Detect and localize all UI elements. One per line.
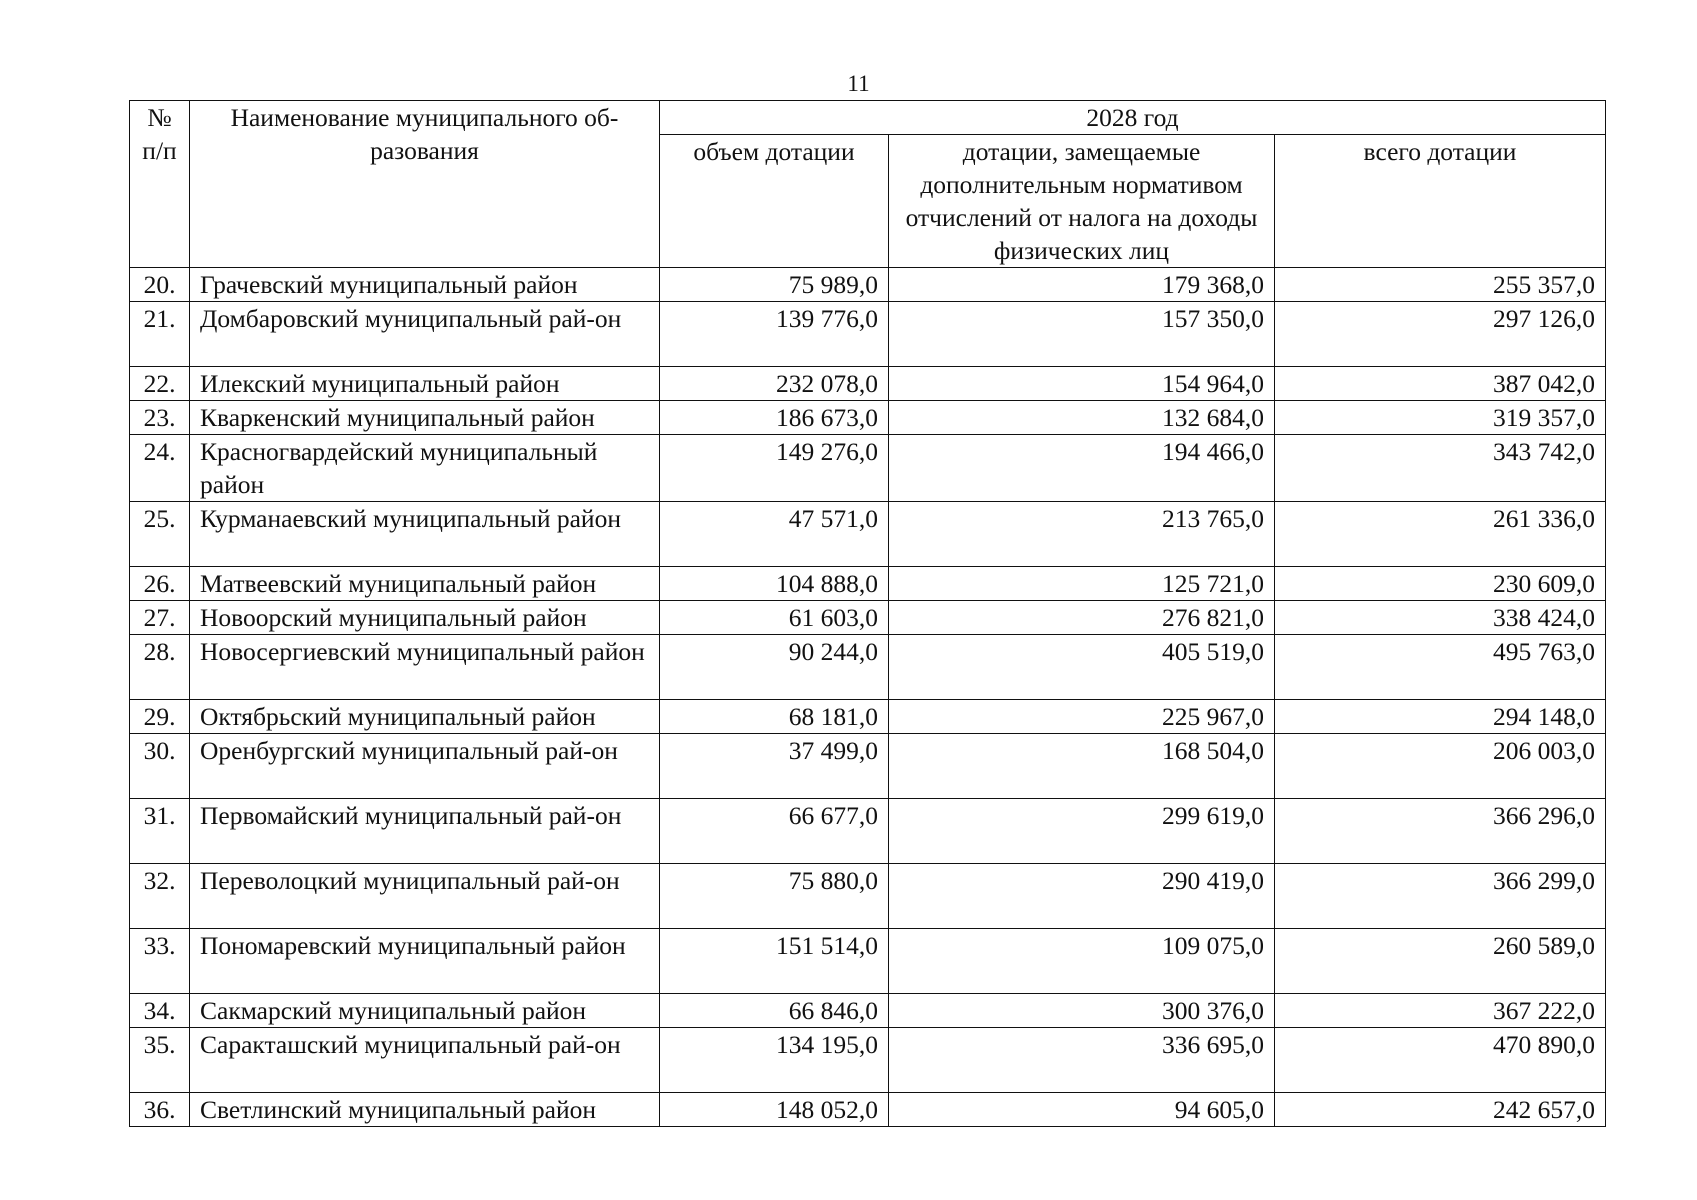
dotation-volume: 104 888,0 <box>660 567 889 601</box>
dotation-volume: 75 989,0 <box>660 268 889 302</box>
municipality-name: Илекский муниципальный район <box>190 367 660 401</box>
replaced-dotation: 125 721,0 <box>889 567 1275 601</box>
dotation-volume: 149 276,0 <box>660 435 889 502</box>
total-dotation: 294 148,0 <box>1275 700 1606 734</box>
replaced-dotation: 299 619,0 <box>889 799 1275 864</box>
row-number: 21. <box>130 302 190 367</box>
dotation-volume: 90 244,0 <box>660 635 889 700</box>
dotation-volume: 37 499,0 <box>660 734 889 799</box>
table-row <box>130 799 1606 864</box>
total-dotation: 367 222,0 <box>1275 994 1606 1028</box>
row-number: 20. <box>130 268 190 302</box>
dotation-volume: 232 078,0 <box>660 367 889 401</box>
header-replaced-dotation: дотации, замещаемые дополнительным нормативом отчислений от налога на доходы физических лиц <box>889 135 1275 268</box>
dotation-volume: 75 880,0 <box>660 864 889 929</box>
row-number: 31. <box>130 799 190 864</box>
replaced-dotation: 109 075,0 <box>889 929 1275 994</box>
row-number: 35. <box>130 1028 190 1093</box>
table-row <box>130 994 1606 1028</box>
header-municipality-name: Наименование муниципального об-разования <box>190 101 660 268</box>
row-number: 28. <box>130 635 190 700</box>
replaced-dotation: 94 605,0 <box>889 1093 1275 1127</box>
row-number: 26. <box>130 567 190 601</box>
dotation-volume: 47 571,0 <box>660 502 889 567</box>
dotation-table <box>129 100 1606 1127</box>
municipality-name: Саракташский муниципальный рай-он <box>190 1028 660 1093</box>
header-year-group: 2028 год <box>660 101 1606 135</box>
municipality-name: Новосергиевский муниципальный район <box>190 635 660 700</box>
total-dotation: 230 609,0 <box>1275 567 1606 601</box>
total-dotation: 261 336,0 <box>1275 502 1606 567</box>
municipality-name: Оренбургский муниципальный рай-он <box>190 734 660 799</box>
table-row <box>130 302 1606 367</box>
table-row <box>130 367 1606 401</box>
replaced-dotation: 179 368,0 <box>889 268 1275 302</box>
table-row <box>130 929 1606 994</box>
table-row <box>130 502 1606 567</box>
total-dotation: 470 890,0 <box>1275 1028 1606 1093</box>
table-row <box>130 401 1606 435</box>
replaced-dotation: 276 821,0 <box>889 601 1275 635</box>
dotation-volume: 139 776,0 <box>660 302 889 367</box>
total-dotation: 206 003,0 <box>1275 734 1606 799</box>
total-dotation: 319 357,0 <box>1275 401 1606 435</box>
table-row <box>130 435 1606 502</box>
table-row <box>130 864 1606 929</box>
municipality-name: Кваркенский муниципальный район <box>190 401 660 435</box>
dotation-volume: 66 846,0 <box>660 994 889 1028</box>
table-row <box>130 635 1606 700</box>
total-dotation: 366 299,0 <box>1275 864 1606 929</box>
municipality-name: Домбаровский муниципальный рай-он <box>190 302 660 367</box>
table-row <box>130 1093 1606 1127</box>
row-number: 30. <box>130 734 190 799</box>
table-row <box>130 700 1606 734</box>
total-dotation: 387 042,0 <box>1275 367 1606 401</box>
row-number: 29. <box>130 700 190 734</box>
dotation-volume: 66 677,0 <box>660 799 889 864</box>
replaced-dotation: 194 466,0 <box>889 435 1275 502</box>
dotation-volume: 148 052,0 <box>660 1093 889 1127</box>
municipality-name: Сакмарский муниципальный район <box>190 994 660 1028</box>
row-number: 25. <box>130 502 190 567</box>
replaced-dotation: 157 350,0 <box>889 302 1275 367</box>
row-number: 33. <box>130 929 190 994</box>
municipality-name: Первомайский муниципальный рай-он <box>190 799 660 864</box>
municipality-name: Курманаевский муниципальный район <box>190 502 660 567</box>
row-number: 34. <box>130 994 190 1028</box>
municipality-name: Грачевский муниципальный район <box>190 268 660 302</box>
row-number: 27. <box>130 601 190 635</box>
dotation-volume: 68 181,0 <box>660 700 889 734</box>
table-row <box>130 601 1606 635</box>
municipality-name: Пономаревский муниципальный район <box>190 929 660 994</box>
page-number: 11 <box>847 71 870 96</box>
total-dotation: 366 296,0 <box>1275 799 1606 864</box>
dotation-volume: 151 514,0 <box>660 929 889 994</box>
replaced-dotation: 225 967,0 <box>889 700 1275 734</box>
replaced-dotation: 154 964,0 <box>889 367 1275 401</box>
row-number: 36. <box>130 1093 190 1127</box>
total-dotation: 255 357,0 <box>1275 268 1606 302</box>
dotation-volume: 61 603,0 <box>660 601 889 635</box>
replaced-dotation: 336 695,0 <box>889 1028 1275 1093</box>
row-number: 32. <box>130 864 190 929</box>
municipality-name: Октябрьский муниципальный район <box>190 700 660 734</box>
row-number: 24. <box>130 435 190 502</box>
total-dotation: 242 657,0 <box>1275 1093 1606 1127</box>
replaced-dotation: 168 504,0 <box>889 734 1275 799</box>
replaced-dotation: 405 519,0 <box>889 635 1275 700</box>
replaced-dotation: 213 765,0 <box>889 502 1275 567</box>
header-total-dotation: всего дотации <box>1275 135 1606 268</box>
table-row <box>130 567 1606 601</box>
municipality-name: Новоорский муниципальный район <box>190 601 660 635</box>
table-row <box>130 1028 1606 1093</box>
municipality-name: Светлинский муниципальный район <box>190 1093 660 1127</box>
header-dotation-volume: объем дотации <box>660 135 889 268</box>
municipality-name: Матвеевский муниципальный район <box>190 567 660 601</box>
header-number: № п/п <box>130 101 190 268</box>
replaced-dotation: 290 419,0 <box>889 864 1275 929</box>
row-number: 22. <box>130 367 190 401</box>
total-dotation: 297 126,0 <box>1275 302 1606 367</box>
total-dotation: 338 424,0 <box>1275 601 1606 635</box>
table-row <box>130 734 1606 799</box>
municipality-name: Переволоцкий муниципальный рай-он <box>190 864 660 929</box>
replaced-dotation: 300 376,0 <box>889 994 1275 1028</box>
row-number: 23. <box>130 401 190 435</box>
total-dotation: 343 742,0 <box>1275 435 1606 502</box>
total-dotation: 260 589,0 <box>1275 929 1606 994</box>
municipality-name: Красногвардейский муниципальный район <box>190 435 660 502</box>
total-dotation: 495 763,0 <box>1275 635 1606 700</box>
dotation-volume: 186 673,0 <box>660 401 889 435</box>
replaced-dotation: 132 684,0 <box>889 401 1275 435</box>
dotation-volume: 134 195,0 <box>660 1028 889 1093</box>
table-row <box>130 268 1606 302</box>
